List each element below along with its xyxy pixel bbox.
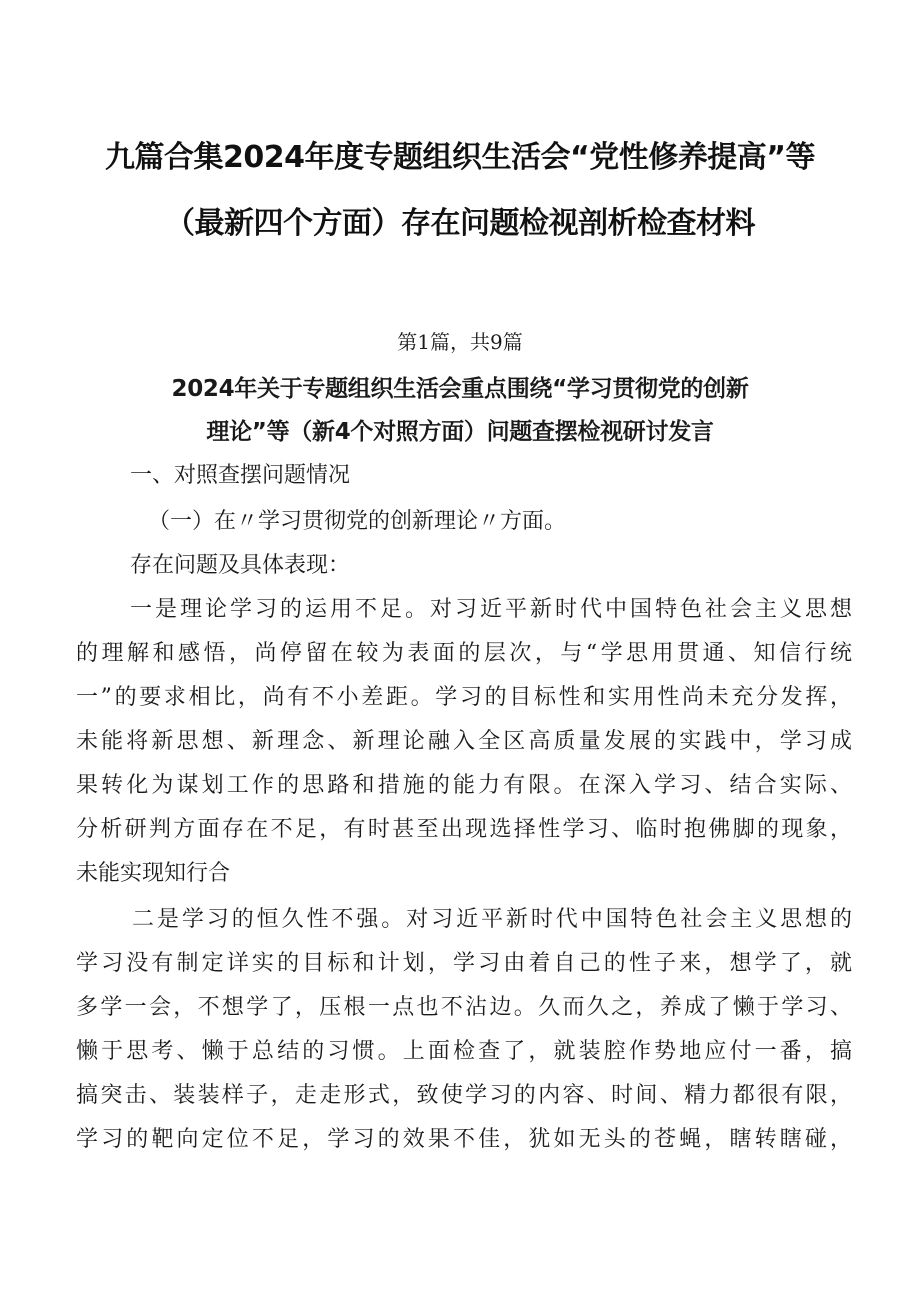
paragraph-1-line: 未能实现知行合 (76, 861, 231, 886)
article-counter: 第1篇，共9篇 (397, 330, 523, 354)
paragraph-2-line: 多学一会，不想学了，压根一点也不沾边。久而久之，养成了懒于学习、 (76, 995, 852, 1020)
paragraph-1-line: 一”的要求相比，尚有不小差距。学习的目标性和实用性尚未充分发挥， (76, 685, 852, 710)
problem-intro: 存在问题及具体表现： (130, 553, 351, 578)
paragraph-1-line: 一是理论学习的运用不足。对习近平新时代中国特色社会主义思想 (130, 597, 852, 622)
paragraph-2-line: 二是学习的恒久性不强。对习近平新时代中国特色社会主义思想的 (132, 907, 852, 932)
article-title-line-1: 2024年关于专题组织生活会重点围绕“学习贯彻党的创新 (171, 376, 749, 402)
paragraph-2-line: 学习的靶向定位不足，学习的效果不佳，犹如无头的苍蝇，瞎转瞎碰， (76, 1127, 852, 1152)
article-title-line-2: 理论”等（新4个对照方面）问题查摆检视研讨发言 (206, 419, 714, 445)
subsection-heading: （一）在〃学习贯彻党的创新理论〃方面。 (148, 509, 567, 534)
paragraph-1-line: 分析研判方面存在不足，有时甚至出现选择性学习、临时抱佛脚的现象， (76, 817, 852, 842)
document-title-line-1: 九篇合集2024年度专题组织生活会“党性修养提高”等 (105, 140, 815, 175)
paragraph-1-line: 果转化为谋划工作的思路和措施的能力有限。在深入学习、结合实际、 (76, 773, 852, 798)
paragraph-2-line: 学习没有制定详实的目标和计划，学习由着自己的性子来，想学了，就 (76, 951, 852, 976)
document-title-line-2: （最新四个方面）存在问题检视剖析检查材料 (165, 206, 755, 241)
paragraph-2-line: 搞突击、装装样子，走走形式，致使学习的内容、时间、精力都很有限， (76, 1083, 852, 1108)
paragraph-1-line: 未能将新思想、新理念、新理论融入全区高质量发展的实践中，学习成 (76, 729, 852, 754)
paragraph-1-line: 的理解和感悟，尚停留在较为表面的层次，与“学思用贯通、知信行统 (76, 641, 852, 666)
paragraph-2-line: 懒于思考、懒于总结的习惯。上面检查了，就装腔作势地应付一番，搞 (76, 1039, 852, 1064)
section-heading: 一、对照查摆问题情况 (130, 463, 351, 488)
